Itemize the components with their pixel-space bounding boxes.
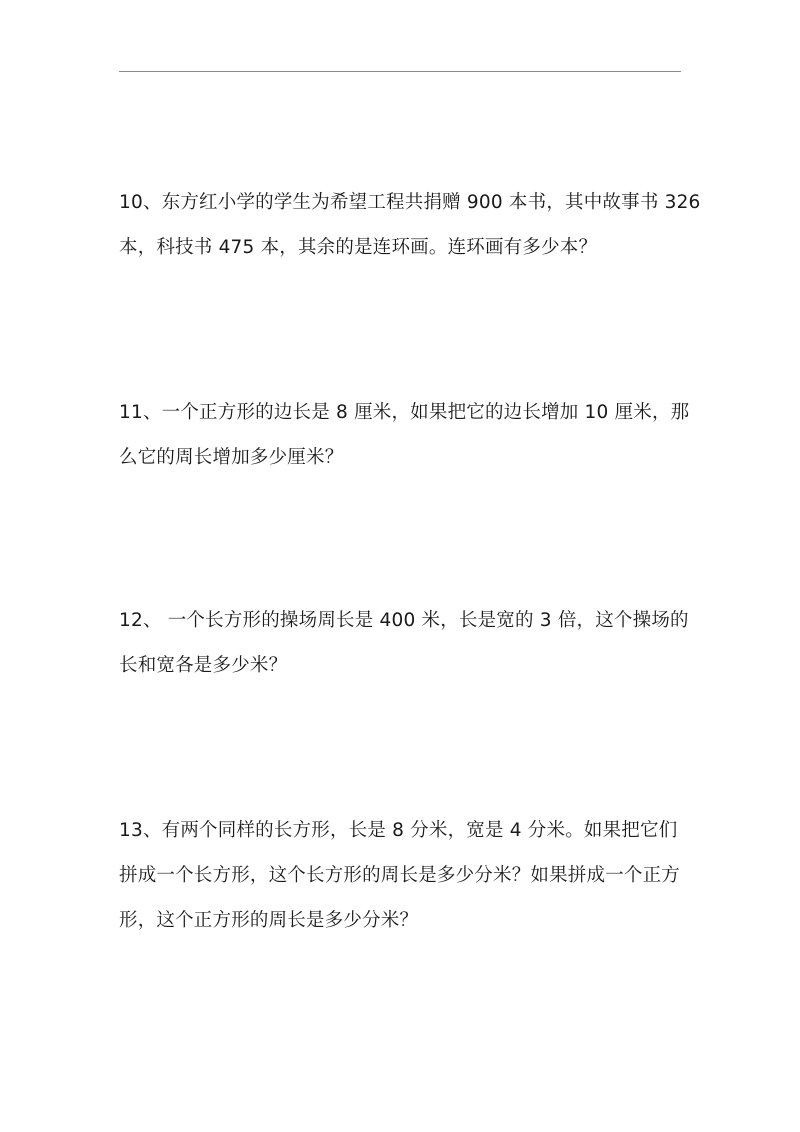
question-line: 10、东方红小学的学生为希望工程共捐赠 900 本书，其中故事书 326 [119,192,701,213]
question-line: 么它的周长增加多少厘米？ [119,447,344,468]
question-line: 拼成一个长方形，这个长方形的周长是多少分米？如果拼成一个正方 [119,865,681,886]
question-line: 13、有两个同样的长方形，长是 8 分米，宽是 4 分米。如果把它们 [119,820,678,841]
question-13 [119,821,685,931]
question-line: 形，这个正方形的周长是多少分米？ [119,910,419,931]
question-line: 长和宽各是多少米？ [119,655,288,676]
question-10 [119,192,701,258]
question-line: 12、 一个长方形的操场周长是 400 米，长是宽的 3 倍，这个操场的 [119,610,689,631]
question-12 [119,610,689,676]
question-line: 本，科技书 475 本，其余的是连环画。连环画有多少本？ [119,237,598,258]
question-line: 11、一个正方形的边长是 8 厘米，如果把它的边长增加 10 厘米，那 [119,402,690,423]
question-11 [119,402,690,468]
header-divider [119,71,681,72]
